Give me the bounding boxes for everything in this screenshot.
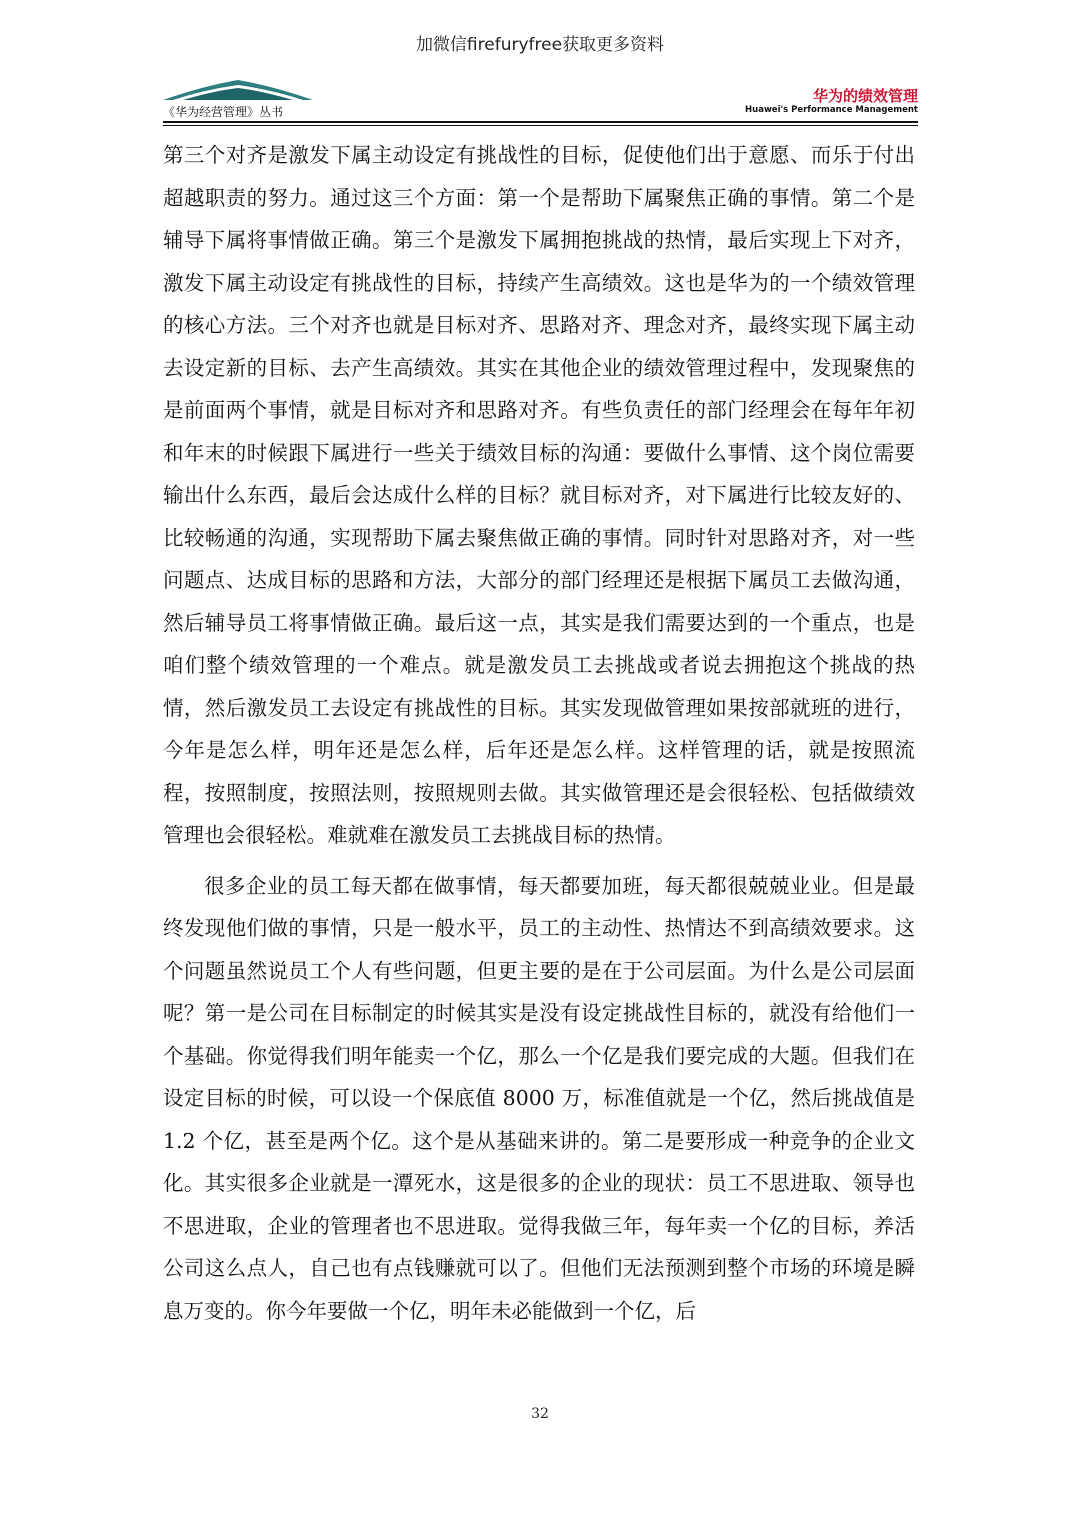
header-rule bbox=[163, 121, 918, 123]
header-rule-thin bbox=[163, 125, 918, 126]
header-left bbox=[163, 78, 313, 120]
top-note: 加微信firefuryfree获取更多资料 bbox=[415, 35, 665, 55]
header-right bbox=[740, 88, 918, 116]
book-title: 华为的绩效管理 bbox=[812, 87, 918, 105]
page-number: 32 bbox=[531, 1406, 549, 1422]
paragraph-1: 第三个对齐是激发下属主动设定有挑战性的目标，促使他们出于意愿、而乐于付出超越职责的努力。通过这三个方面：第一个是帮助下属聚焦正确的事情。第二个是辅导下属将事情做正确。第三个是激发下属拥抱挑战的热情，最后实现上下对齐，激发下属主动设定有挑战性的目标，持续产生高绩效。这也是华为的一个绩效管理的核心方法。三个对齐也就是目标对齐、思路对齐、理念对齐，最终实现下属主动去设定新的目标、去产生高绩效。其实在其他企业的绩效管理过程中，发现聚焦的是前面两个事情，就是目标对齐和思路对齐。有些负责任的部门经理会在每年年初和年末的时候跟下属进行一些关于绩效目标的沟通：要做什么事情、这个岗位需要输出什么东西，最后会达成什么样的目标？就目标对齐，对下属进行比较友好的、比较畅通的沟通，实现帮助下属去聚焦做正确的事情。同时针对思路对齐，对一些问题点、达成目标的思路和方法，大部分的部门经理还是根据下属员工去做沟通，然后辅导员工将事情做正确。最后这一点，其实是我们需要达到的一个重点，也是咱们整个绩效管理的一个难点。就是激发员工去挑战或者说去拥抱这个挑战的热情，然后激发员工去设定有挑战性的目标。其实发现做管理如果按部就班的进行，今年是怎么样，明年还是怎么样，后年还是怎么样。这样管理的话，就是按照流程，按照制度，按照法则，按照规则去做。其实做管理还是会很轻松、包括做绩效管理也会很轻松。难就难在激发员工去挑战目标的热情。 bbox=[163, 143, 915, 847]
series-title: 《华为经营管理》丛书 bbox=[163, 105, 284, 119]
mountain-logo-icon bbox=[163, 78, 313, 102]
body-text bbox=[163, 134, 915, 1332]
paragraph-2: 很多企业的员工每天都在做事情，每天都要加班，每天都很兢兢业业。但是最终发现他们做的事情，只是一般水平，员工的主动性、热情达不到高绩效要求。这个问题虽然说员工个人有些问题，但更主要的是在于公司层面。为什么是公司层面呢？第一是公司在目标制定的时候其实是没有设定挑战性目标的，就没有给他们一个基础。你觉得我们明年能卖一个亿，那么一个亿是我们要完成的大题。但我们在设定目标的时候，可以设一个保底值 8000 万，标准值就是一个亿，然后挑战值是 1.2 个亿，甚至是两个亿。这个是从基础来讲的。第二是要形成一种竞争的企业文化。其实很多企业就是一潭死水，这是很多的企业的现状：员工不思进取、领导也不思进取，企业的管理者也不思进取。觉得我做三年，每年卖一个亿的目标，养活公司这么点人，自己也有点钱赚就可以了。但他们无法预测到整个市场的环境是瞬息万变的。你今年要做一个亿，明年未必能做到一个亿，后 bbox=[163, 873, 915, 1323]
book-subtitle: Huawei's Performance Management bbox=[745, 105, 918, 115]
